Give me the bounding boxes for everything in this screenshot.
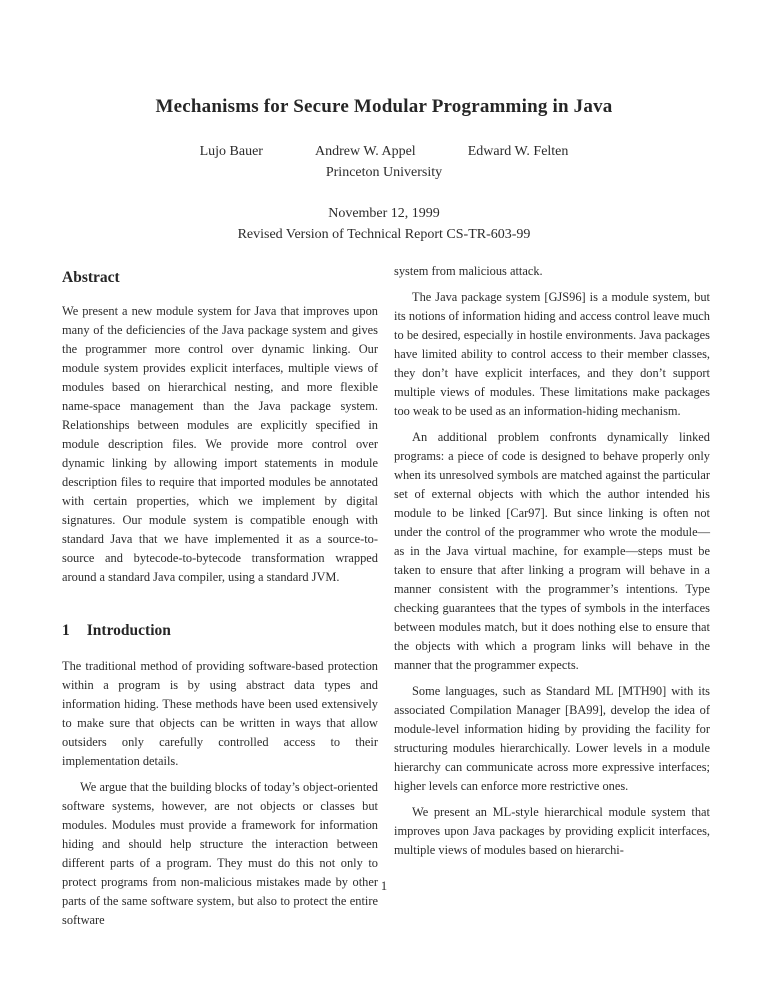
affiliation: Princeton University bbox=[325, 165, 443, 180]
section-1-heading bbox=[62, 621, 378, 640]
version-note: Revised Version of Technical Report CS-TR-603-99 bbox=[237, 227, 531, 242]
two-column-body bbox=[62, 262, 710, 937]
author-3: Edward W. Felten bbox=[467, 144, 569, 159]
right-column bbox=[394, 262, 710, 937]
paragraph: The Java package system [GJS96] is a module system, but its notions of information hiding and access control leave much to be desired, especially in hostile environments. Java packages have limited ability to control access to their member classes, they don’t have explicit interfaces, and they don’t support multiple views of modules. These limitations make packages too weak to be used as an information-hiding mechanism. bbox=[394, 290, 710, 418]
date-block bbox=[0, 203, 768, 245]
author-1: Lujo Bauer bbox=[199, 144, 263, 159]
paragraph: Some languages, such as Standard ML [MTH90] with its associated Compilation Manager [BA99], develop the idea of module-level information hiding by providing the facility for structuring modules hierarchically. Lower levels in a module hierarchy can communicate across more expressive interfaces; higher levels can enforce more restrictive ones. bbox=[394, 684, 710, 793]
paragraph: The traditional method of providing software-based protection within a program is by using abstract data types and information hiding. These methods have been used extensively to make sure that objects can be written in ways that allow outsiders only carefully controlled access to their implementation details. bbox=[62, 659, 378, 768]
section-title: Introduction bbox=[86, 622, 171, 639]
abstract-text: We present a new module system for Java that improves upon many of the deficiencies of the Java package system and gives the programmer more control over dynamic linking. Our module system provides explicit interfaces, multiple views of modules based on hierarchical nesting, and more flexible name-space management than the Java package system. Relationships between modules are explicitly specified in module description files. We provide more control over dynamic linking by allowing import statements in module description files to require that imported modules be annotated with certain properties, which we implement by digital signatures. Our module system is compatible enough with standard Java that we have implemented it as a source-to-source and bytecode-to-bytecode transformation wrapped around a standard Java compiler, using a standard JVM. bbox=[62, 304, 378, 584]
author-row bbox=[0, 144, 768, 160]
paragraph-continuation: system from malicious attack. bbox=[394, 264, 543, 278]
author-2: Andrew W. Appel bbox=[314, 144, 416, 159]
abstract-heading: Abstract bbox=[62, 269, 120, 286]
left-column bbox=[62, 262, 378, 937]
paper-header bbox=[0, 96, 768, 245]
page-number: 1 bbox=[380, 879, 388, 893]
section-number: 1 bbox=[62, 622, 70, 639]
paragraph: An additional problem confronts dynamically linked programs: a piece of code is designed to behave properly only when its unresolved symbols are matched against the particular set of external objects with which the author intended his module to be linked [Car97]. But since linking is often not under the control of the programmer who wrote the module—as in the Java virtual machine, for example—steps must be taken to ensure that after linking a program will behave in a manner consistent with the programmer’s intentions. Type checking guarantees that the types of symbols in the interfaces between modules match, but it does nothing else to ensure that the objects with which a program links will behave in the manner that the programmer expects. bbox=[394, 430, 710, 672]
publication-date: November 12, 1999 bbox=[328, 206, 440, 221]
paragraph: We argue that the building blocks of today’s object-oriented software systems, however, are not objects or classes but modules. Modules must provide a framework for information hiding and should help structure the interaction between different parts of a program. They must do this not only to protect programs from non-malicious mistakes made by other parts of the same software system, but also to protect the entire software bbox=[62, 780, 378, 927]
paragraph: We present an ML-style hierarchical module system that improves upon Java packages by providing explicit interfaces, multiple views of modules based on hierarchi- bbox=[394, 805, 710, 857]
page-footer bbox=[0, 879, 768, 894]
paper-title: Mechanisms for Secure Modular Programming in Java bbox=[155, 96, 613, 117]
